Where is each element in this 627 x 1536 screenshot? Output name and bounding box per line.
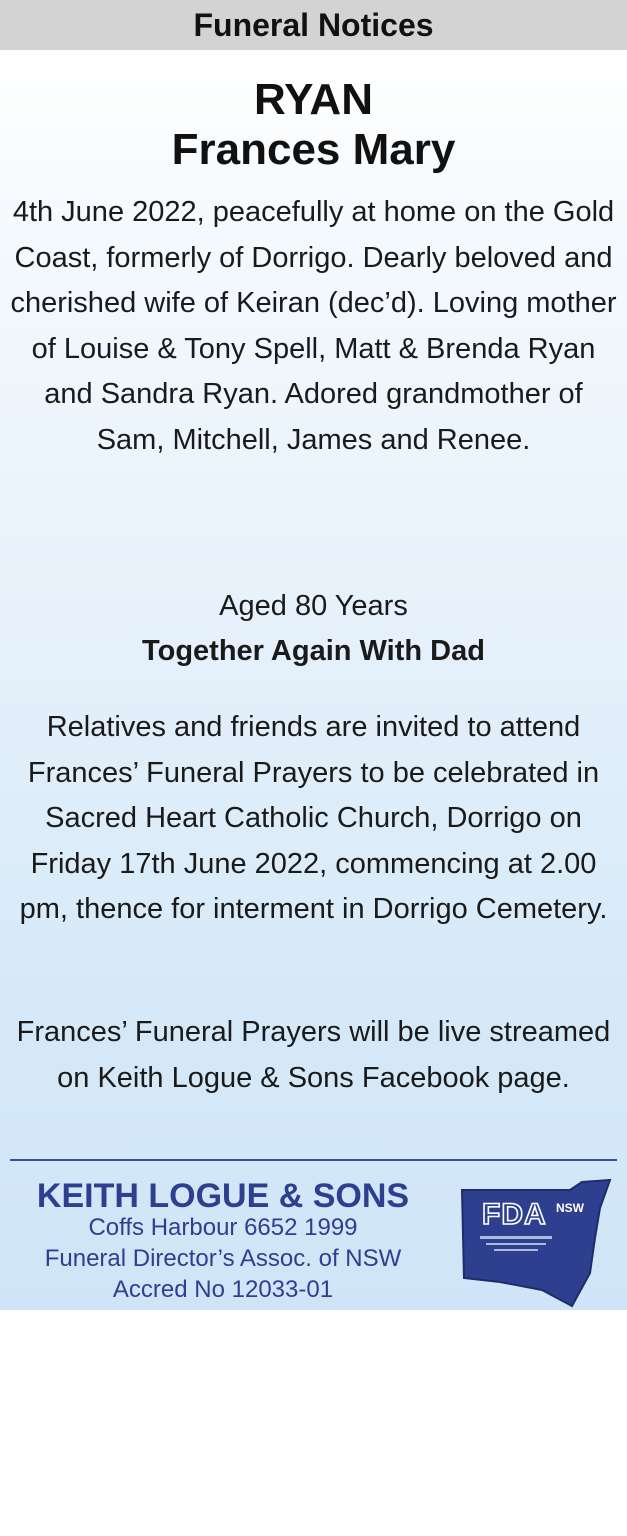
tribute-line: Together Again With Dad [142,635,485,667]
svg-text:NSW: NSW [556,1201,584,1215]
deceased-surname: RYAN [253,75,373,124]
svg-text:FDA: FDA [482,1198,547,1231]
notice-paragraph-livestream: Frances’ Funeral Prayers will be live streamed on Keith Logue & Sons Facebook page. [16,1016,611,1094]
section-header: Funeral Notices [0,0,627,50]
funeral-director-accreditation: Accred No 12033-01 [112,1276,334,1303]
age-line: Aged 80 Years [219,590,408,622]
funeral-director-association: Funeral Director’s Assoc. of NSW [44,1245,402,1272]
funeral-director-phone: Coffs Harbour 6652 1999 [88,1214,358,1241]
notice-paragraph-service: Relatives and friends are invited to attend Frances’ Funeral Prayers to be celebrated in Sacred Heart Catholic Church, Dorrigo on Friday 17th June 2022, commencing at 2.00 pm, thence for interment in Dorrigo Cemetery. [19,711,608,925]
notice-paragraph-death: 4th June 2022, peacefully at home on the Gold Coast, formerly of Dorrigo. Dearly beloved and cherished wife of Keiran (dec’d). Loving mother of Louise & Tony Spell, Matt & Brenda Ryan and Sandra Ryan. Adored grandmother of Sam, Mitchell, James and Renee. [10,196,617,456]
deceased-given-names: Frances Mary [171,125,456,174]
fda-nsw-logo-icon [460,1178,615,1308]
divider [10,1159,617,1161]
funeral-director-name: KEITH LOGUE & SONS [36,1177,410,1215]
